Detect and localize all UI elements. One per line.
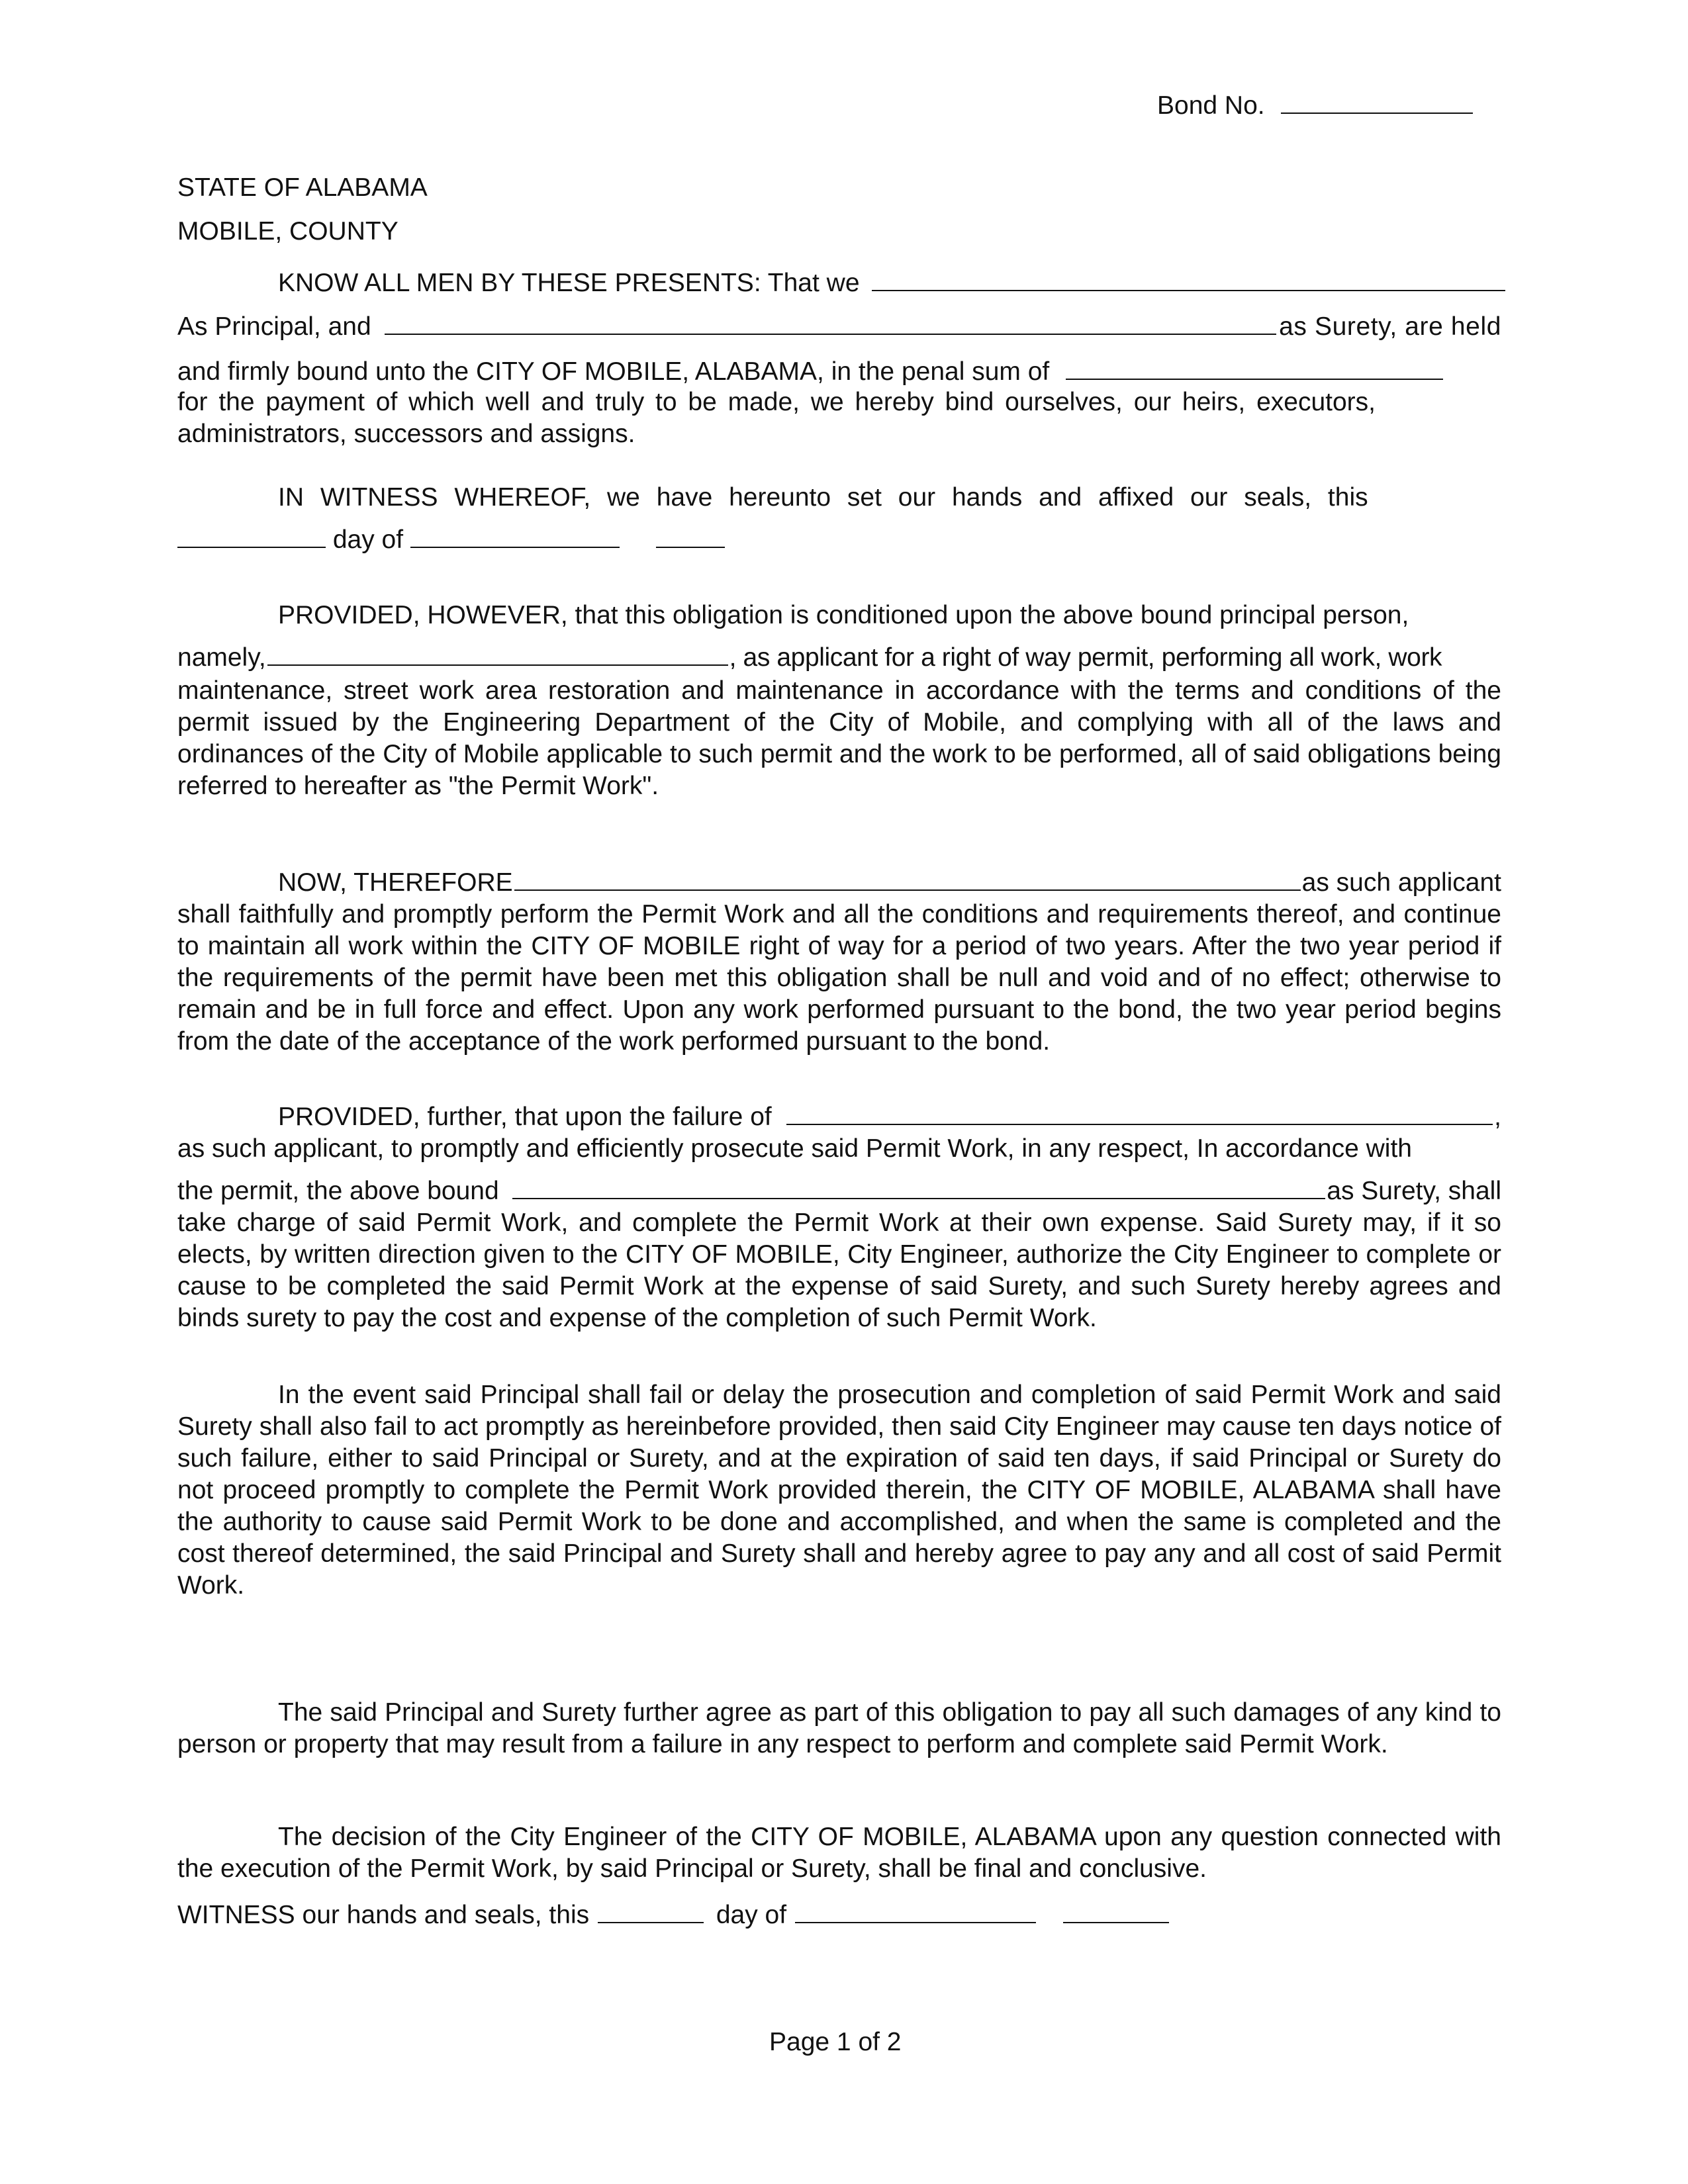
p3-line1-text: PROVIDED, HOWEVER, that this obligation is conditioned upon the above bound principal person, bbox=[278, 601, 1409, 629]
state-heading: STATE OF ALABAMA bbox=[177, 173, 428, 202]
p1-rest: for the payment of which well and truly to be made, we hereby bind ourselves, our heirs, executors, administrators, successors and assigns. bbox=[177, 388, 1376, 448]
p5-line2: as such applicant, to promptly and efficiently prosecute said Permit Work, in any respect, In accordance with bbox=[177, 1134, 1412, 1163]
p5-lead: PROVIDED, further, that upon the failure of bbox=[278, 1103, 772, 1131]
p5-line3-text-a: the permit, the above bound bbox=[177, 1177, 499, 1205]
p5-line3 bbox=[177, 1175, 1501, 1207]
p1-line1-text: KNOW ALL MEN BY THESE PRESENTS: That we bbox=[278, 269, 860, 297]
now-therefore-blank[interactable] bbox=[514, 868, 1301, 891]
p4-lead: NOW, THEREFORE bbox=[278, 868, 513, 897]
p7-text: The said Principal and Surety further agree as part of this obligation to pay all such damages of any kind to person or property that may result from a failure in any respect to perform and complete said Permit Work. bbox=[177, 1698, 1501, 1758]
p2-line2 bbox=[177, 524, 725, 556]
p4-rest: shall faithfully and promptly perform the Permit Work and all the conditions and requirements thereof, and continue to maintain all work within the CITY OF MOBILE right of way for a period of two years. After the two year period if the requirements of the permit have been met this obligation shall be null and void and of no effect; otherwise to remain and be in full force and effect. Upon any work performed pursuant to the bond, the two year period begins from the date of the acceptance of the work performed pursuant to the bond. bbox=[177, 900, 1501, 1056]
p4-tail: as such applicant bbox=[1301, 868, 1501, 897]
p3-line2 bbox=[177, 642, 1501, 674]
p3-rest: maintenance, street work area restoration and maintenance in accordance with the terms and conditions of the permit issued by the Engineering Department of the City of Mobile, and complying with all of the laws and ordinances of the City of Mobile applicable to such permit and the work to be performed, all of said obligations being referred to hereafter as "the Permit Work". bbox=[177, 676, 1501, 800]
witness-month-blank-2[interactable] bbox=[795, 1902, 1036, 1923]
witness-year-blank-1[interactable] bbox=[656, 527, 725, 548]
surety-name-blank[interactable] bbox=[385, 312, 1276, 335]
above-bound-blank[interactable] bbox=[512, 1177, 1326, 1199]
principal-name-blank[interactable] bbox=[872, 269, 1505, 291]
bond-number-label: Bond No. bbox=[1157, 91, 1265, 120]
witness-day-blank-1[interactable] bbox=[177, 527, 326, 548]
p5-line1 bbox=[177, 1101, 1501, 1133]
p2-line1-text: IN WITNESS WHEREOF, we have hereunto set our hands and affixed our seals, this bbox=[278, 483, 1368, 512]
county-heading: MOBILE, COUNTY bbox=[177, 217, 399, 246]
p1-line2 bbox=[177, 311, 1501, 343]
witness-text-b: day of bbox=[716, 1901, 787, 1929]
p3-namely: namely, bbox=[177, 643, 266, 672]
p1-line2-text-a: As Principal, and bbox=[177, 312, 371, 341]
witness-month-blank-1[interactable] bbox=[410, 527, 620, 548]
page-number: Page 1 of 2 bbox=[769, 2028, 902, 2056]
p2-line2-text: day of bbox=[332, 525, 404, 554]
penal-sum-blank[interactable] bbox=[1066, 359, 1443, 380]
p1-line3 bbox=[177, 356, 1443, 388]
p3-line1 bbox=[177, 600, 1501, 631]
p7 bbox=[177, 1697, 1501, 1760]
p1-line3-text: and firmly bound unto the CITY OF MOBILE, ALABAMA, in the penal sum of bbox=[177, 357, 1050, 386]
p1-line2-text-b: as Surety, are held bbox=[1279, 312, 1501, 341]
p1-line1 bbox=[177, 267, 1508, 299]
bond-number bbox=[1157, 90, 1473, 122]
p3-after-blank: , as applicant for a right of way permit, performing all work, work bbox=[729, 643, 1442, 672]
p6-text: In the event said Principal shall fail or delay the prosecution and completion of said Permit Work and said Surety shall also fail to act promptly as hereinbefore provided, then said City Engineer may cause ten days notice of such failure, either to said Principal or Surety, and at the expiration of said ten days, if said Principal or Surety do not proceed promptly to complete the Permit Work provided therein, the CITY OF MOBILE, ALABAMA shall have the authority to cause said Permit Work to be done and accomplished, and when the same is completed and the cost thereof determined, the said Principal and Surety shall and hereby agree to pay any and all cost of said Permit Work. bbox=[177, 1381, 1501, 1600]
witness-year-blank-2[interactable] bbox=[1063, 1902, 1169, 1923]
p2-line1 bbox=[177, 482, 1501, 514]
p5-rest: take charge of said Permit Work, and complete the Permit Work at their own expense. Said Surety may, if it so elects, by written direction given to the CITY OF MOBILE, City Engineer, authorize the City Engineer to complete or cause to be completed the said Permit Work at the expense of said Surety, and such Surety hereby agrees and binds surety to pay the cost and expense of the completion of such Permit Work. bbox=[177, 1208, 1501, 1332]
witness-day-blank-2[interactable] bbox=[598, 1902, 704, 1923]
p6 bbox=[177, 1379, 1501, 1602]
applicant-name-blank[interactable] bbox=[267, 645, 728, 666]
failure-of-blank[interactable] bbox=[786, 1103, 1493, 1125]
p8 bbox=[177, 1821, 1501, 1885]
bond-number-blank[interactable] bbox=[1281, 93, 1473, 114]
p5-line3-text-b: as Surety, shall bbox=[1327, 1177, 1501, 1205]
p4-line1 bbox=[177, 867, 1501, 899]
p8-text: The decision of the City Engineer of the CITY OF MOBILE, ALABAMA upon any question connected with the execution of the Permit Work, by said Principal or Surety, shall be final and conclusive. bbox=[177, 1823, 1501, 1883]
witness-text-a: WITNESS our hands and seals, this bbox=[177, 1901, 590, 1929]
p5-comma: , bbox=[1494, 1103, 1501, 1131]
witness-line bbox=[177, 1899, 1169, 1931]
